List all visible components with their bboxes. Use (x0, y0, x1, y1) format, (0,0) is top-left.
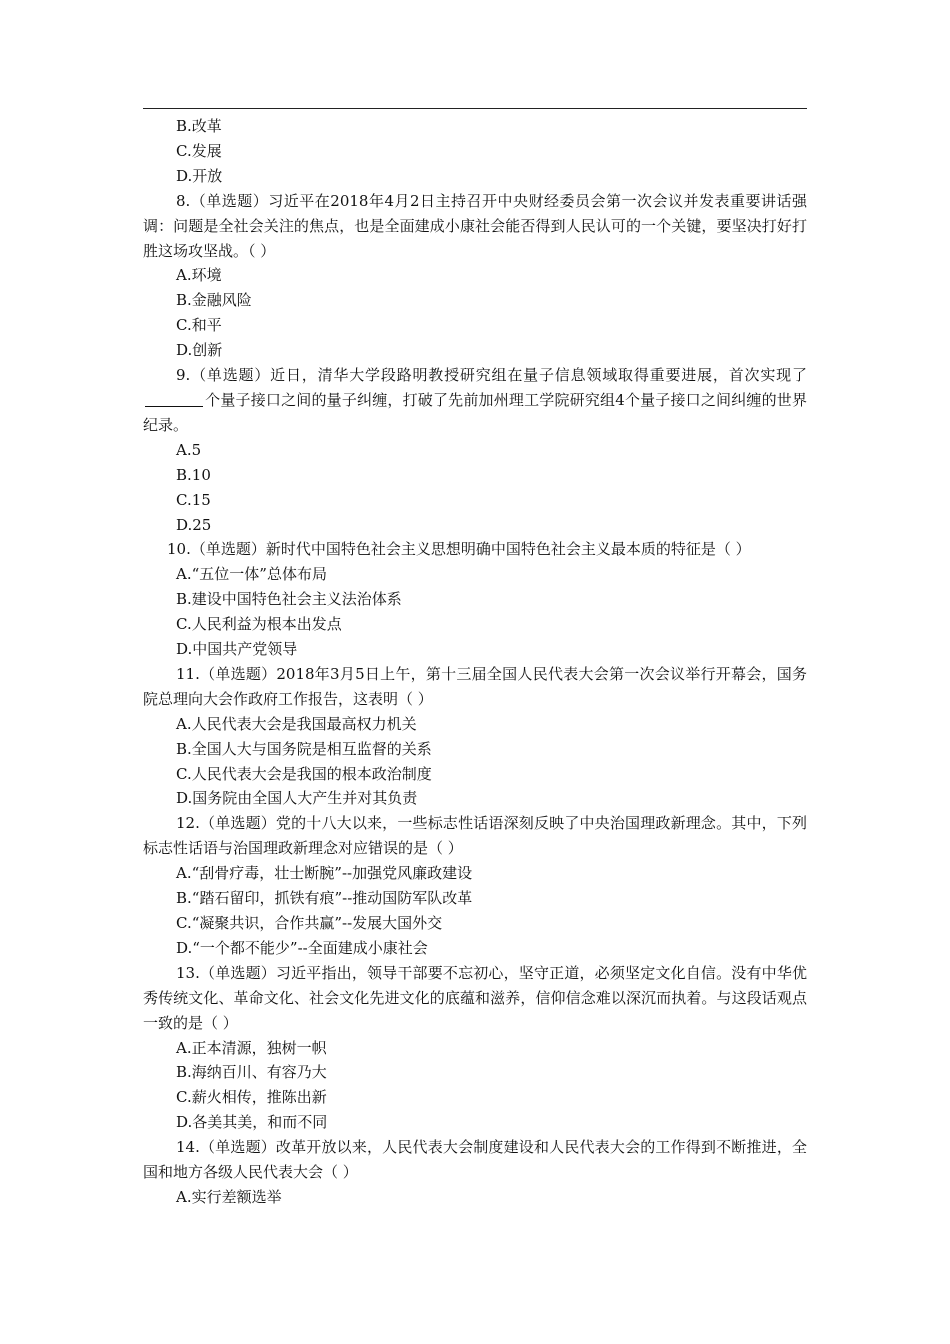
option-c: C.15 (176, 490, 211, 509)
question-12 (143, 811, 807, 960)
question-10 (143, 537, 807, 662)
option-a: A.“五位一体”总体布局 (176, 565, 327, 584)
option-c: C.“凝聚共识，合作共赢”--发展大国外交 (176, 914, 443, 932)
option-b: B.全国人大与国务院是相互监督的关系 (176, 739, 432, 758)
stem-before-blank: 9.（单选题）近日，清华大学段路明教授研究组在量子信息领域取得重要进展，首次实现了 (176, 366, 807, 385)
question-14 (143, 1135, 807, 1210)
option-d: D.中国共产党领导 (176, 640, 298, 659)
question-stem: 14.（单选题）改革开放以来，人民代表大会制度建设和人民代表大会的工作得到不断推进，全国和地方各级人民代表大会（ ） (143, 1138, 807, 1182)
option-b: B.改革 (176, 117, 222, 135)
option-a: A.正本清源，独树一帜 (176, 1038, 327, 1057)
option-a: A.人民代表大会是我国最高权力机关 (176, 714, 417, 733)
option-a: A.“刮骨疗毒，壮士断腕”--加强党风廉政建设 (176, 864, 473, 883)
question-stem: 8.（单选题）习近平在2018年4月2日主持召开中央财经委员会第一次会议并发表重要讲话强调：问题是全社会关注的焦点，也是全面建成小康社会能否得到人民认可的一个关键，要坚决打好打胜这场攻坚战。（ ） (143, 191, 807, 260)
fill-in-blank (145, 392, 203, 407)
option-c: C.发展 (176, 141, 222, 160)
option-b: B.建设中国特色社会主义法治体系 (176, 590, 402, 609)
option-d: D.25 (176, 515, 212, 534)
question-7-remainder (143, 114, 807, 189)
stem-after-blank: 个量子接口之间的量子纠缠，打破了先前加州理工学院研究组4个量子接口之间纠缠的世界纪录。 (143, 390, 807, 434)
option-d: D.创新 (176, 341, 223, 360)
option-b: B.海纳百川、有容乃大 (176, 1063, 327, 1082)
option-a: A.5 (176, 440, 202, 459)
question-stem (143, 363, 807, 438)
question-stem: 10.（单选题）新时代中国特色社会主义思想明确中国特色社会主义最本质的特征是（ ） (167, 540, 751, 559)
option-d: D.开放 (176, 166, 223, 185)
question-stem: 11.（单选题）2018年3月5日上午，第十三届全国人民代表大会第一次会议举行开幕会，国务院总理向大会作政府工作报告，这表明（ ） (143, 664, 807, 708)
question-8 (143, 189, 807, 363)
question-9 (143, 363, 807, 537)
option-c: C.和平 (176, 316, 222, 335)
option-d: D.国务院由全国人大产生并对其负责 (176, 789, 418, 808)
option-b: B.10 (176, 465, 211, 484)
question-stem: 12.（单选题）党的十八大以来，一些标志性话语深刻反映了中央治国理政新理念。其中，下列标志性话语与治国理政新理念对应错误的是（ ） (143, 814, 807, 858)
option-c: C.薪火相传，推陈出新 (176, 1088, 327, 1107)
option-b: B.金融风险 (176, 291, 252, 310)
question-list (143, 114, 807, 1210)
option-c: C.人民代表大会是我国的根本政治制度 (176, 764, 432, 783)
option-b: B.“踏石留印，抓铁有痕”--推动国防军队改革 (176, 889, 473, 908)
question-stem: 13.（单选题）习近平指出，领导干部要不忘初心，坚守正道，必须坚定文化自信。没有中华优秀传统文化、革命文化、社会文化先进文化的底蕴和滋养，信仰信念难以深沉而执着。与这段话观点一致的是（ ） (143, 963, 807, 1032)
option-a: A.实行差额选举 (176, 1187, 282, 1206)
question-13 (143, 961, 807, 1135)
question-11 (143, 662, 807, 811)
option-d: D.“一个都不能少”--全面建成小康社会 (176, 938, 428, 957)
option-c: C.人民利益为根本出发点 (176, 615, 342, 634)
option-a: A.环境 (176, 266, 222, 285)
header-rule (143, 108, 807, 109)
option-d: D.各美其美，和而不同 (176, 1113, 328, 1132)
